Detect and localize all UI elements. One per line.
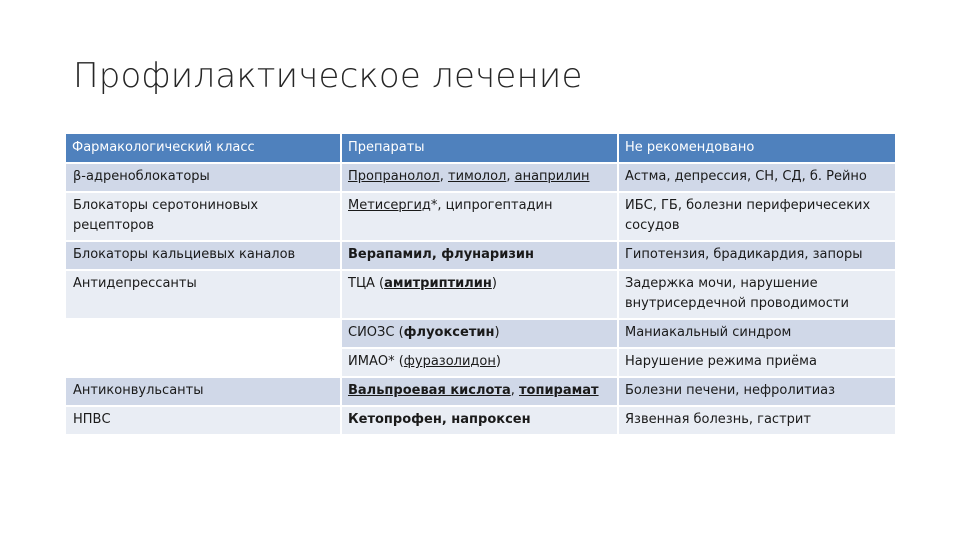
drug-text: Верапамил, флунаризин [348, 247, 534, 262]
class-cell: β-адреноблокаторы [66, 163, 341, 192]
table-row [66, 406, 896, 434]
not-recommended-cell: ИБС, ГБ, болезни периферичесеких сосудов [618, 192, 896, 241]
drug-text: Пропранолол [348, 169, 440, 184]
drug-text: тимолол [448, 169, 507, 184]
table-row [66, 192, 896, 241]
class-cell: Антиконвульсанты [66, 377, 341, 406]
drug-text: ) [495, 354, 501, 369]
class-cell [66, 348, 341, 377]
page-title: Профилактическое лечение [73, 56, 583, 96]
drug-text: амитриптилин [384, 276, 492, 291]
not-recommended-cell: Задержка мочи, нарушение внутрисердечной проводимости [618, 270, 896, 319]
drug-text: ) [491, 276, 497, 291]
header-class: Фармакологический класс [66, 134, 341, 163]
drug-text: Метисергид [348, 198, 431, 213]
table-row [66, 270, 896, 319]
drug-text: Кетопрофен, напроксен [348, 412, 531, 427]
table-row [66, 163, 896, 192]
header-drugs: Препараты [341, 134, 618, 163]
drug-text: ИМАО* ( [348, 354, 404, 369]
class-cell [66, 319, 341, 348]
drugs-cell [341, 406, 618, 434]
drug-text: , [506, 169, 515, 184]
drugs-cell [341, 241, 618, 270]
drug-text: анаприлин [514, 169, 590, 184]
table-row [66, 319, 896, 348]
table-header-row [66, 134, 896, 163]
drug-text: ) [494, 325, 500, 340]
drugs-cell [341, 163, 618, 192]
not-recommended-cell: Маниакальный синдром [618, 319, 896, 348]
treatment-table [66, 134, 897, 434]
drug-text: топирамат [519, 383, 599, 398]
table-body [66, 163, 896, 434]
not-recommended-cell: Гипотензия, брадикардия, запоры [618, 241, 896, 270]
drugs-cell [341, 348, 618, 377]
table-row [66, 348, 896, 377]
drugs-cell [341, 319, 618, 348]
drug-text: , [439, 169, 448, 184]
not-recommended-cell: Нарушение режима приёма [618, 348, 896, 377]
not-recommended-cell: Язвенная болезнь, гастрит [618, 406, 896, 434]
not-recommended-cell: Астма, депрессия, СН, СД, б. Рейно [618, 163, 896, 192]
class-cell: НПВС [66, 406, 341, 434]
class-cell: Блокаторы серотониновых рецепторов [66, 192, 341, 241]
drugs-cell [341, 270, 618, 319]
class-cell: Антидепрессанты [66, 270, 341, 319]
class-cell: Блокаторы кальциевых каналов [66, 241, 341, 270]
table-row [66, 241, 896, 270]
drug-text: , [510, 383, 519, 398]
drug-text: ТЦА ( [348, 276, 385, 291]
drugs-cell [341, 192, 618, 241]
drug-text: *, ципрогептадин [430, 198, 553, 213]
drug-text: флуоксетин [403, 325, 495, 340]
drug-text: СИОЗС ( [348, 325, 404, 340]
drug-text: Вальпроевая кислота [348, 383, 511, 398]
header-not-recommended: Не рекомендовано [618, 134, 896, 163]
drug-text: фуразолидон [403, 354, 496, 369]
not-recommended-cell: Болезни печени, нефролитиаз [618, 377, 896, 406]
drugs-cell [341, 377, 618, 406]
table-row [66, 377, 896, 406]
